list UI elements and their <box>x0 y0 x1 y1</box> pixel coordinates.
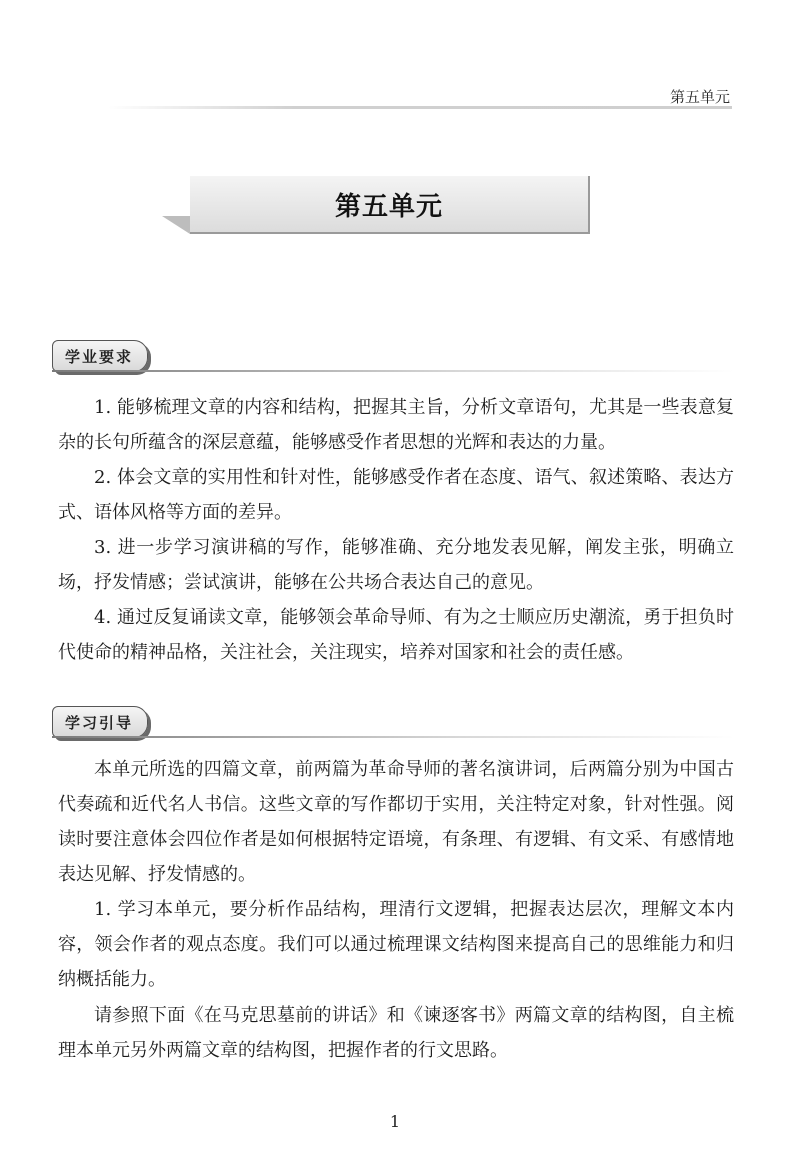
unit-title-banner <box>190 176 590 234</box>
section-heading-guidance: 学习引导 <box>52 706 148 738</box>
page-number: 1 <box>389 1112 401 1131</box>
header-rule <box>108 106 732 109</box>
running-header: 第五单元 <box>669 88 730 106</box>
paragraph: 2. 体会文章的实用性和针对性，能够感受作者在态度、语气、叙述策略、表达方式、语体风格等方面的差异。 <box>58 467 734 523</box>
paragraph: 1. 学习本单元，要分析作品结构，理清行文逻辑，把握表达层次，理解文本内容，领会作者的观点态度。我们可以通过梳理课文结构图来提高自己的思维能力和归纳概括能力。 <box>58 899 734 990</box>
paragraph: 3. 进一步学习演讲稿的写作，能够准确、充分地发表见解，阐发主张，明确立场，抒发情感；尝试演讲，能够在公共场合表达自己的意见。 <box>58 537 734 593</box>
section-heading-requirements: 学业要求 <box>52 340 148 372</box>
paragraph: 请参照下面《在马克思墓前的讲话》和《谏逐客书》两篇文章的结构图，自主梳理本单元另外两篇文章的结构图，把握作者的行文思路。 <box>58 1005 734 1061</box>
paragraph: 1. 能够梳理文章的内容和结构，把握其主旨，分析文章语句，尤其是一些表意复杂的长句所蕴含的深层意蕴，能够感受作者思想的光辉和表达的力量。 <box>58 397 734 453</box>
section-rule <box>52 370 734 372</box>
banner-fold <box>162 216 190 234</box>
section-rule <box>52 736 734 738</box>
paragraph: 本单元所选的四篇文章，前两篇为革命导师的著名演讲词，后两篇分别为中国古代奏疏和近代名人书信。这些文章的写作都切于实用，关注特定对象，针对性强。阅读时要注意体会四位作者是如何根据特定语境，有条理、有逻辑、有文采、有感情地表达见解、抒发情感的。 <box>58 759 734 885</box>
paragraph: 4. 通过反复诵读文章，能够领会革命导师、有为之士顺应历史潮流，勇于担负时代使命的精神品格，关注社会，关注现实，培养对国家和社会的责任感。 <box>58 607 734 663</box>
unit-title: 第五单元 <box>334 191 443 222</box>
